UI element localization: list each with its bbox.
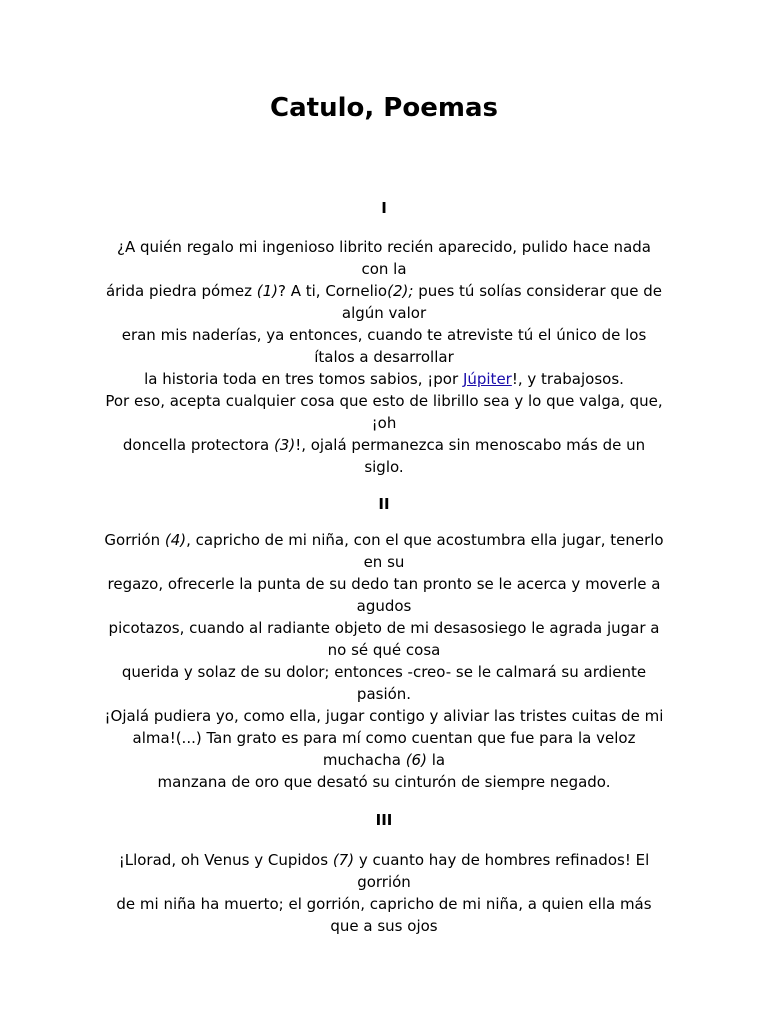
poem-ii-line-6: manzana de oro que desató su cinturón de siempre negado. — [157, 773, 611, 791]
poem-i-line-1: ¿A quién regalo mi ingenioso librito recién aparecido, pulido hace nada con la — [117, 238, 651, 278]
footnote-ref-6: (6) — [405, 751, 427, 769]
poem-iii — [104, 849, 664, 937]
poem-numeral-i: I — [381, 199, 387, 217]
document-body — [0, 197, 768, 937]
jupiter-link[interactable]: Júpiter — [462, 370, 512, 388]
poem-ii-line-4: querida y solaz de su dolor; entonces -creo- se le calmará su ardiente pasión. — [121, 663, 647, 703]
poem-i-line-5: Por eso, acepta cualquier cosa que esto de librillo sea y lo que valga, que, ¡oh — [105, 392, 663, 432]
poem-i-line-2: árida piedra pómez (1)? A ti, Cornelio(2); pues tú solías considerar que de algún valor — [105, 282, 663, 322]
poem-ii-line-1: Gorrión (4), capricho de mi niña, con el que acostumbra ella jugar, tenerlo en su — [104, 531, 664, 571]
poem-ii-line-5: ¡Ojalá pudiera yo, como ella, jugar contigo y aliviar las tristes cuitas de mi alma!(...) Tan grato es para mí como cuentan que fue para la veloz muchacha (6) la — [104, 707, 664, 769]
poem-iii-line-1: ¡Llorad, oh Venus y Cupidos (7) y cuanto hay de hombres refinados! El gorrión — [118, 851, 650, 891]
footnote-ref-3: (3) — [273, 436, 296, 454]
document-title: Catulo, Poemas — [270, 93, 498, 123]
poem-i-line-4: la historia toda en tres tomos sabios, ¡por Júpiter!, y trabajosos. — [144, 370, 624, 388]
poem-numeral-ii: II — [378, 495, 390, 513]
poem-i — [104, 236, 664, 478]
poem-ii-line-3: picotazos, cuando al radiante objeto de mi desasosiego le agrada jugar a no sé qué cosa — [108, 619, 660, 659]
footnote-ref-4: (4) — [164, 531, 187, 549]
poem-iii-line-2: de mi niña ha muerto; el gorrión, capricho de mi niña, a quien ella más que a sus ojos — [116, 895, 652, 935]
poem-ii — [104, 529, 664, 793]
footnote-ref-1: (1) — [256, 282, 278, 300]
poem-i-line-3: eran mis naderías, ya entonces, cuando te atreviste tú el único de los ítalos a desarrollar — [121, 326, 647, 366]
poem-numeral-iii: III — [375, 811, 393, 829]
footnote-ref-2: (2); — [387, 282, 414, 300]
footnote-ref-7: (7) — [332, 851, 355, 869]
poem-ii-line-2: regazo, ofrecerle la punta de su dedo tan pronto se le acerca y moverle a agudos — [107, 575, 661, 615]
poem-i-line-6: doncella protectora (3)!, ojalá permanezca sin menoscabo más de un siglo. — [122, 436, 646, 476]
